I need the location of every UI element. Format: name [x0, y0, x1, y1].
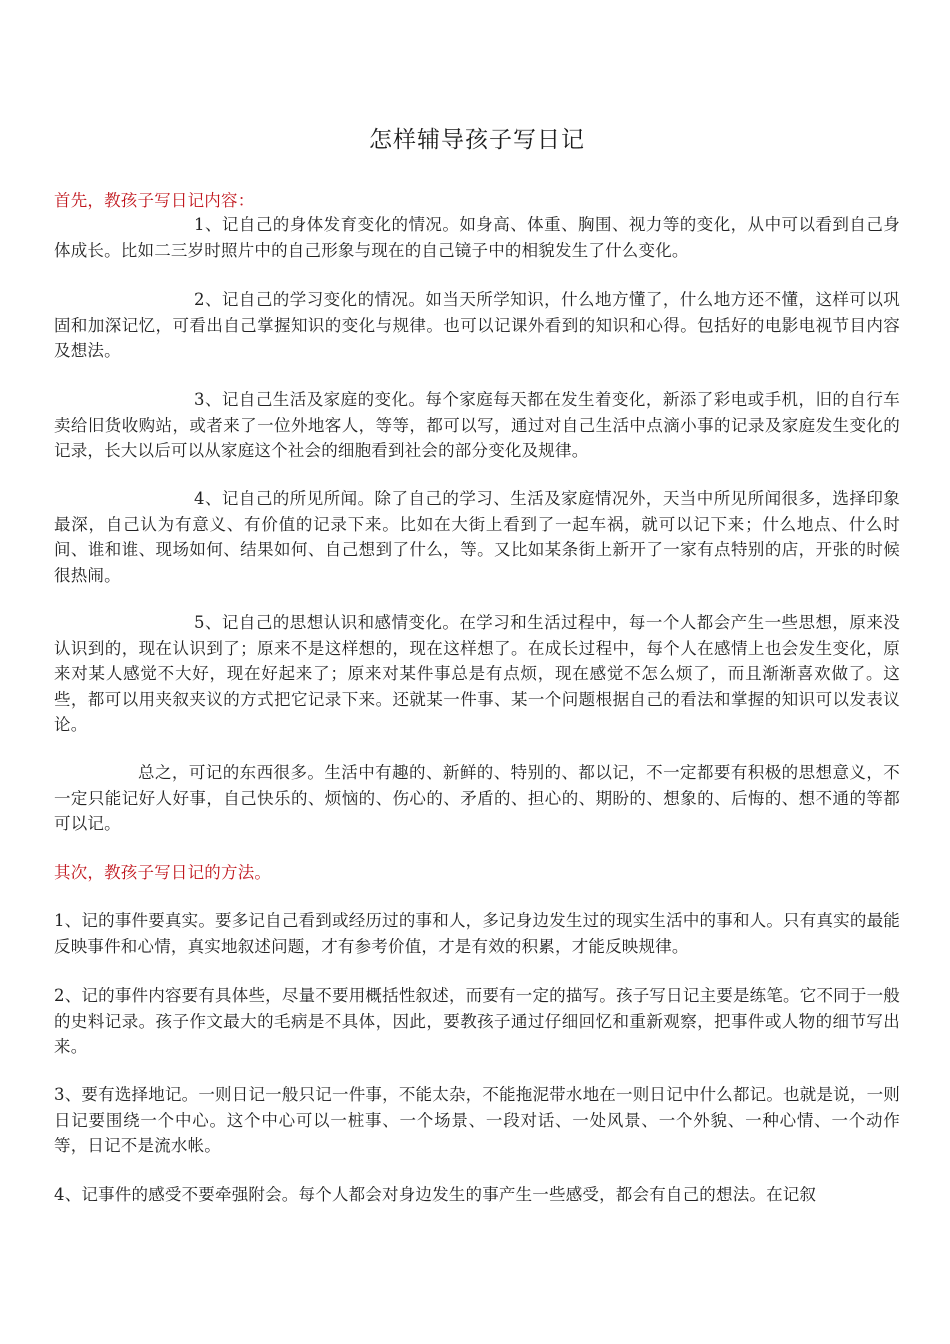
content-item-3: 3、记自己生活及家庭的变化。每个家庭每天都在发生着变化，新添了彩电或手机，旧的自行车卖给旧货收购站，或者来了一位外地客人，等等，都可以写，通过对自己生活中点滴小事的记录及家庭发生变化的记录，长大以后可以从家庭这个社会的细胞看到社会的部分变化及规律。 [54, 390, 900, 460]
content-item-5: 5、记自己的思想认识和感情变化。在学习和生活过程中，每一个人都会产生一些思想，原来没认识到的，现在认识到了；原来不是这样想的，现在这样想了。在成长过程中，每个人在感情上也会发生变化，原来对某人感觉不大好，现在好起来了；原来对某件事总是有点烦，现在感觉不怎么烦了，而且渐渐喜欢做了。这些，都可以用夹叙夹议的方式把它记录下来。还就某一件事、某一个问题根据自己的看法和掌握的知识可以发表议论。 [54, 613, 900, 734]
content-item-4: 4、记自己的所见所闻。除了自己的学习、生活及家庭情况外，天当中所见所闻很多，选择印象最深，自己认为有意义、有价值的记录下来。比如在大街上看到了一起车祸，就可以记下来；什么地点、什么时间、谁和谁、现场如何、结果如何、自己想到了什么，等。又比如某条街上新开了一家有点特别的店，开张的时候很热闹。 [54, 489, 900, 585]
method-item-2: 2、记的事件内容要有具体些，尽量不要用概括性叙述，而要有一定的描写。孩子写日记主要是练笔。它不同于一般的史料记录。孩子作文最大的毛病是不具体，因此，要教孩子通过仔细回忆和重新观察，把事件或人物的细节写出来。 [54, 986, 900, 1056]
document-title: 怎样辅导孩子写日记 [369, 127, 585, 153]
method-item-1: 1、记的事件要真实。要多记自己看到或经历过的事和人，多记身边发生过的现实生活中的事和人。只有真实的最能反映事件和心情，真实地叙述问题，才有参考价值，才是有效的积累，才能反映规律。 [54, 911, 900, 956]
summary-paragraph: 总之，可记的东西很多。生活中有趣的、新鲜的、特别的、都以记，不一定都要有积极的思想意义，不一定只能记好人好事，自己快乐的、烦恼的、伤心的、矛盾的、担心的、期盼的、想象的、后悔的、想不通的等都可以记。 [54, 763, 900, 833]
method-item-4: 4、记事件的感受不要牵强附会。每个人都会对身边发生的事产生一些感受，都会有自己的想法。在记叙 [54, 1185, 817, 1204]
section2-heading: 其次，教孩子写日记的方法。 [54, 863, 272, 882]
method-item-3: 3、要有选择地记。一则日记一般只记一件事，不能太杂，不能拖泥带水地在一则日记中什么都记。也就是说，一则日记要围绕一个中心。这个中心可以一桩事、一个场景、一段对话、一处风景、一个外貌、一种心情、一个动作等，日记不是流水帐。 [54, 1085, 900, 1155]
content-item-2: 2、记自己的学习变化的情况。如当天所学知识，什么地方懂了，什么地方还不懂，这样可以巩固和加深记忆，可看出自己掌握知识的变化与规律。也可以记课外看到的知识和心得。包括好的电影电视节目内容及想法。 [54, 290, 900, 360]
section1-heading: 首先，教孩子写日记内容： [54, 191, 255, 210]
content-item-1: 1、记自己的身体发育变化的情况。如身高、体重、胸围、视力等的变化，从中可以看到自己身体成长。比如二三岁时照片中的自己形象与现在的自己镜子中的相貌发生了什么变化。 [54, 215, 900, 260]
